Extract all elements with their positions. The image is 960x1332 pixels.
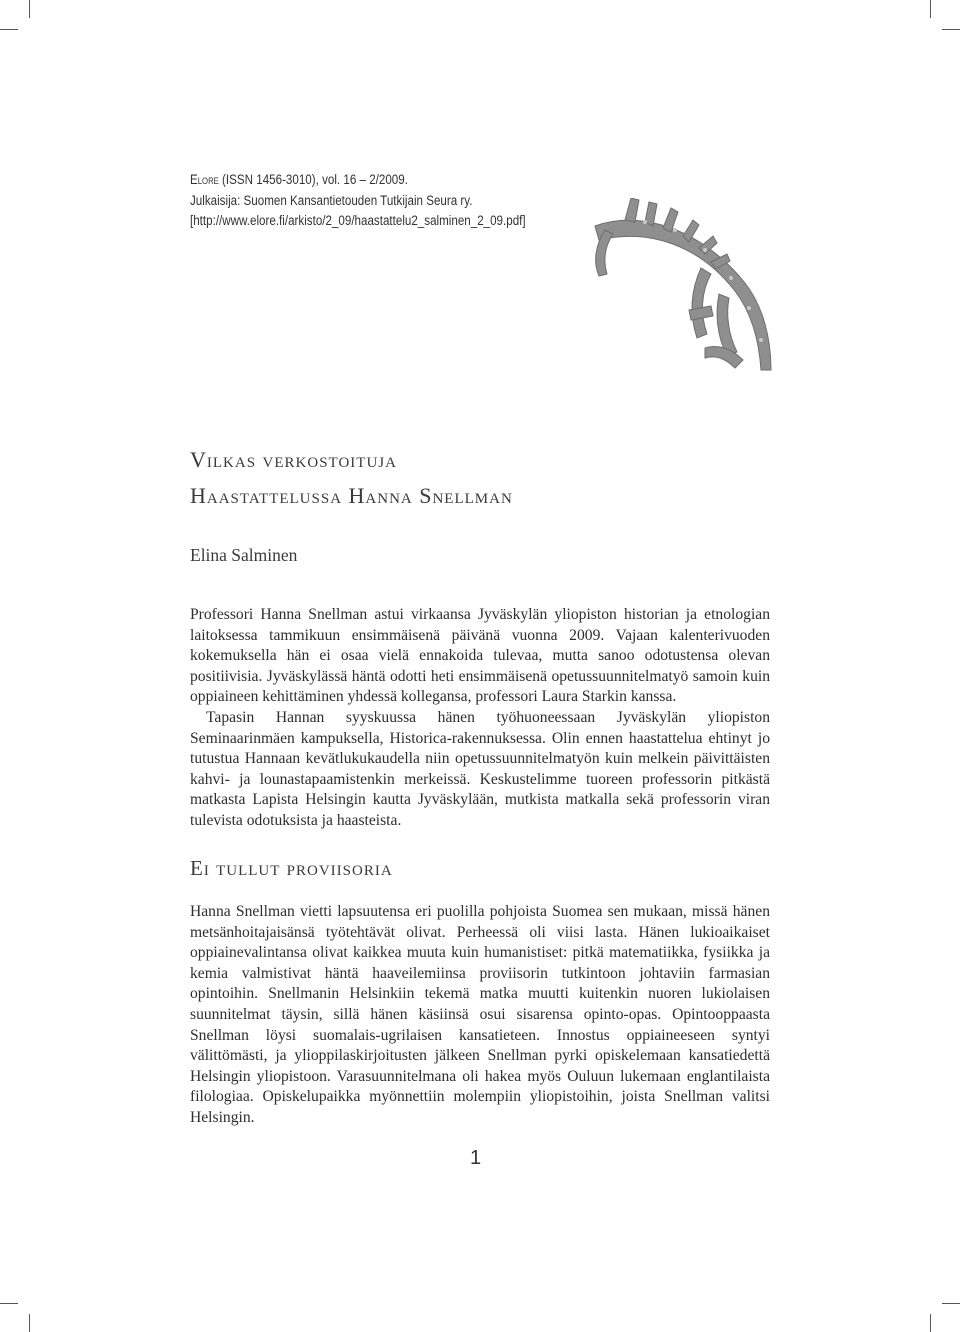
crop-mark-bottom-left-v — [29, 1314, 30, 1332]
author-name: Elina Salminen — [190, 545, 298, 565]
crop-mark-top-left-v — [29, 0, 30, 18]
crop-mark-bottom-right-h — [942, 1303, 960, 1304]
intro-paragraph: Professori Hanna Snellman astui virkaansa Jyväskylän yliopiston historian ja etnologian laitoksessa tammikuun ensimmäisenä päivänä vuonna 2009. Vajaan kalenterivuoden kokemuksella hän ei osaa vielä ennakoida tulevaa, mutta sanoo odotustensa olevan positiivisia. Jyväskylässä häntä odotti heti ensimmäisenä opetussuunnitelmatyö samoin kuin oppiaineen kehittäminen yhdessä kollegansa, professori Laura Starkin kanssa. — [190, 606, 770, 706]
page-number: 1 — [470, 1147, 482, 1169]
issn-info: (ISSN 1456-3010), vol. 16 – 2/2009. — [218, 172, 408, 187]
section-text — [190, 902, 770, 1129]
crop-mark-top-left-h — [0, 29, 18, 30]
issn-line — [190, 170, 534, 191]
crop-mark-top-right-h — [942, 29, 960, 30]
journal-name: Elore — [190, 172, 219, 187]
section-paragraph: Hanna Snellman vietti lapsuutensa eri puolilla pohjoista Suomea sen mukaan, missä hänen metsänhoitajaisänsä työtehtävät olivat. Perheessä oli viisi lasta. Hänen lukioaikaiset oppiainevalintansa olivat kaikkea muuta kuin humanistiset: pitkä matematiikka, fysiikka ja kemia valmistivat häntä haaveilemiinsa proviisorin tutkintoon johtaviin farmasian opintoihin. Snellmanin Helsinkiin tekemä matka muutti kuitenkin nuoren lukiolaisen suunnitelmat täysin, sillä hänen käsiinsä osui sisarensa opinto-opas. Opintooppaasta Snellman löysi suomalais-ugrilaisen kansatieteen. Innostus oppiaineeseen syntyi välittömästi, ja ylioppilaskirjoitusten jälkeen Snellman pyrki opiskelemaan kansatiedettä Helsingin yliopistoon. Varasuunnitelmana oli hakea myös Ouluun lukemaan englantilaista filologiaa. Opiskelupaikka myönnettiin molempiin yliopistoihin, joista Snellman valitsi Helsingin. — [190, 903, 770, 1126]
antler-emblem-icon — [585, 198, 775, 373]
url-line: [http://www.elore.fi/arkisto/2_09/haastattelu2_salminen_2_09.pdf] — [190, 213, 526, 228]
journal-header — [190, 170, 534, 232]
crop-mark-top-right-v — [930, 0, 931, 18]
section-heading: Ei tullut proviisoria — [190, 856, 393, 880]
crop-mark-bottom-left-h — [0, 1303, 18, 1304]
article-subtitle: Haastattelussa Hanna Snellman — [190, 483, 513, 508]
crop-mark-bottom-right-v — [930, 1314, 931, 1332]
intro-text — [190, 605, 770, 832]
publisher-line: Julkaisija: Suomen Kansantietouden Tutkijain Seura ry. — [190, 192, 473, 208]
article-title: Vilkas verkostoituja — [190, 447, 397, 472]
intro-paragraph: Tapasin Hannan syyskuussa hänen työhuoneessaan Jyväskylän yliopiston Seminaarinmäen kampuksella, Historica-rakennuksessa. Olin ennen haastattelua ehtinyt jo tutustua Hannaan kevätlukukaudella niin opetussuunnitelmatyön kuin melkein päivittäisten kahvi- ja lounastapaamistenkin merkeissä. Keskustelimme tuoreen professorin pitkästä matkasta Lapista Helsingin kautta Jyväskylään, mutkista matkalla sekä professorin viran tulevista odotuksista ja haasteista. — [190, 708, 770, 829]
